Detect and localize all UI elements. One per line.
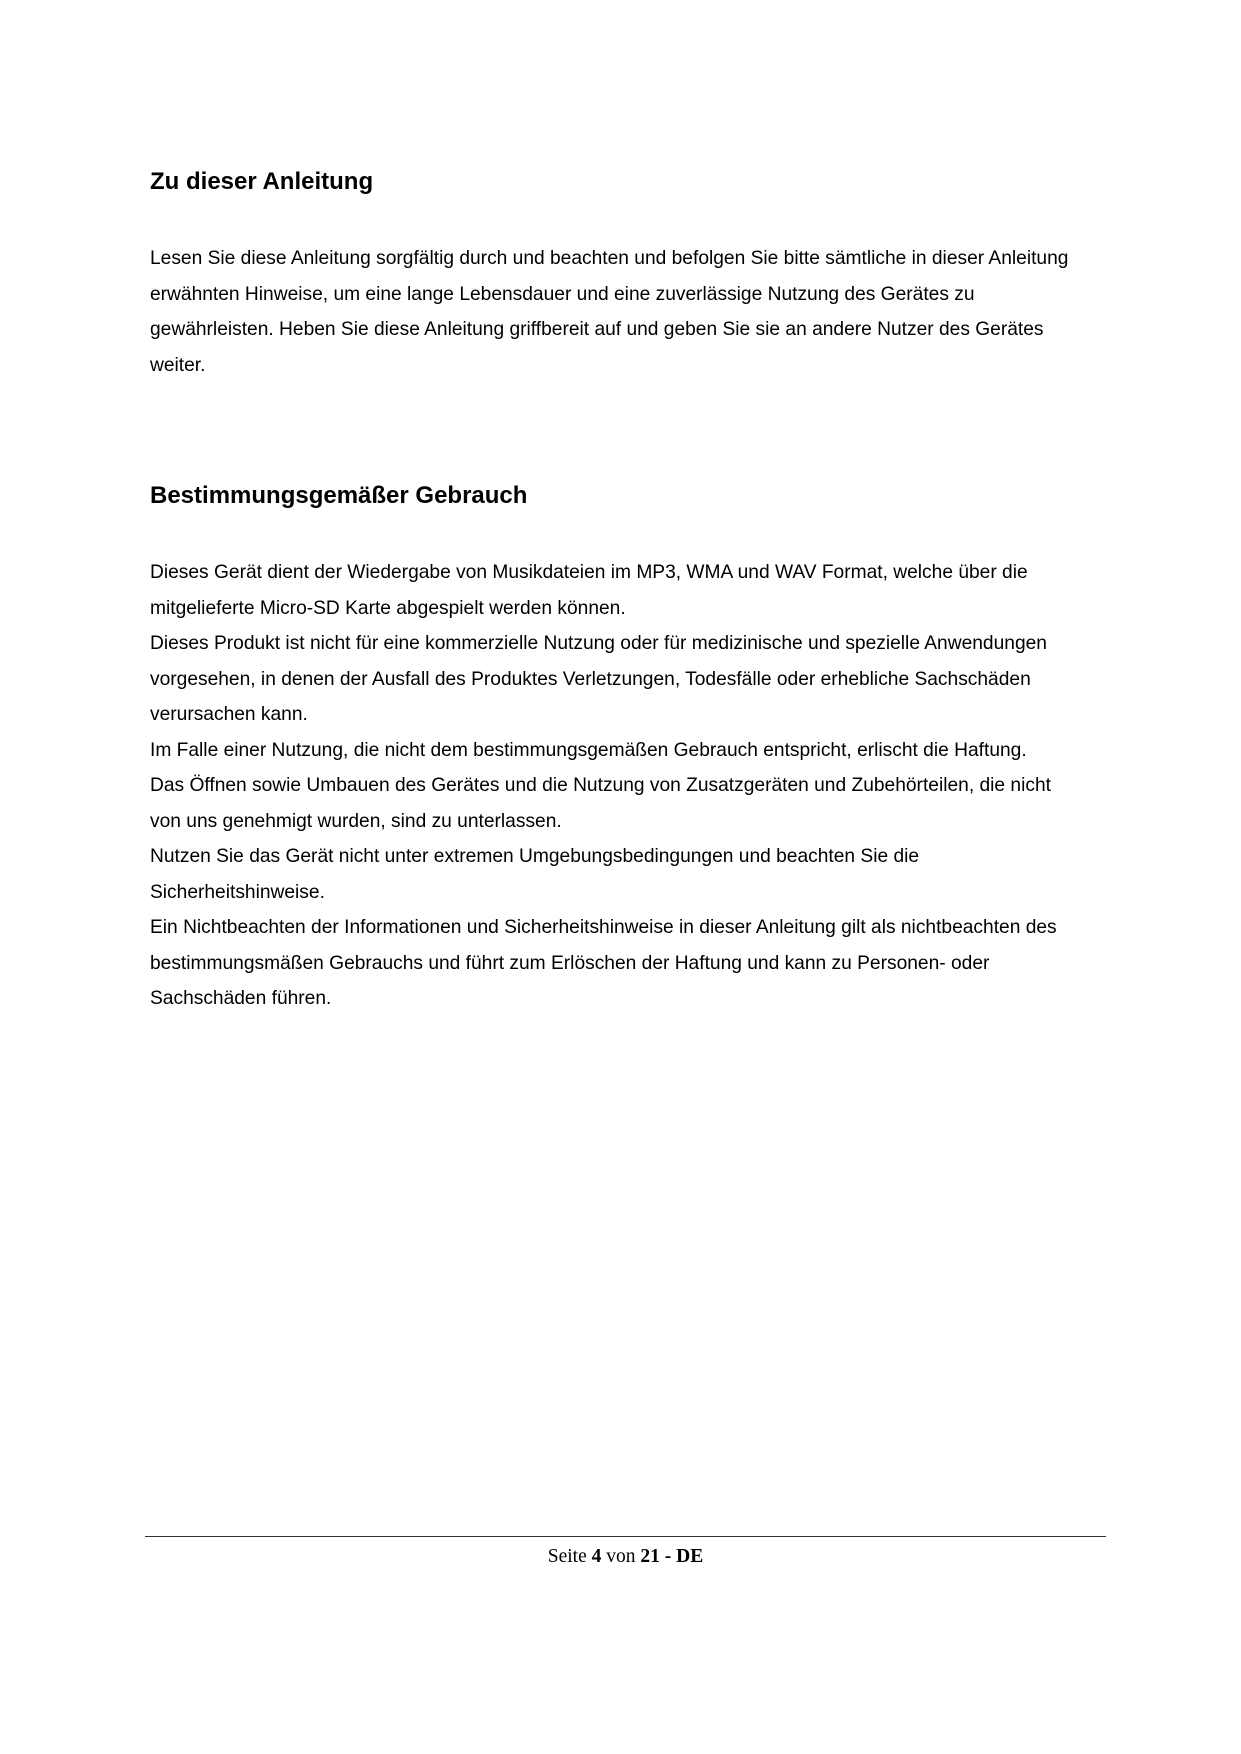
section-title-about-manual: Zu dieser Anleitung: [150, 168, 374, 195]
page-footer: [145, 1545, 1106, 1569]
footer-language: DE: [676, 1546, 704, 1567]
footer-dash: -: [664, 1546, 672, 1567]
text-line: erwähnten Hinweise, um eine lange Lebensdauer und eine zuverlässige Nutzung des Gerätes zu: [150, 283, 975, 305]
section-body-about-manual: [150, 241, 1110, 383]
text-line: Das Öffnen sowie Umbauen des Gerätes und die Nutzung von Zusatzgeräten und Zubehörteilen, die nicht: [150, 775, 1051, 796]
text-line: Lesen Sie diese Anleitung sorgfältig durch und beachten und befolgen Sie bitte sämtliche in dieser Anleitung: [150, 248, 1069, 269]
text-line: Dieses Gerät dient der Wiedergabe von Musikdateien im MP3, WMA und WAV Format, welche über die: [150, 562, 1028, 583]
text-line: Sachschäden führen.: [150, 988, 332, 1009]
text-line: weiter.: [150, 354, 206, 376]
footer-separator: von: [606, 1546, 636, 1567]
footer-page-number: 4: [591, 1546, 602, 1567]
footer-divider: [145, 1536, 1106, 1537]
text-line: Sicherheitshinweise.: [150, 881, 325, 903]
section-body-intended-use: [150, 555, 1110, 1017]
text-line: Dieses Produkt ist nicht für eine kommerzielle Nutzung oder für medizinische und spezielle Anwendungen: [150, 633, 1047, 654]
text-line: Nutzen Sie das Gerät nicht unter extremen Umgebungsbedingungen und beachten Sie die: [150, 846, 920, 867]
section-title-intended-use: Bestimmungsgemäßer Gebrauch: [150, 482, 528, 509]
text-line: verursachen kann.: [150, 704, 308, 725]
text-line: gewährleisten. Heben Sie diese Anleitung griffbereit auf und geben Sie sie an andere Nutzer des Gerätes: [150, 319, 1044, 340]
text-line: von uns genehmigt wurden, sind zu unterlassen.: [150, 810, 562, 832]
text-line: mitgelieferte Micro-SD Karte abgespielt werden können.: [150, 597, 626, 619]
text-line: bestimmungsmäßen Gebrauchs und führt zum Erlöschen der Haftung und kann zu Personen- oder: [150, 952, 990, 974]
footer-prefix: Seite: [547, 1546, 587, 1567]
text-line: Ein Nichtbeachten der Informationen und Sicherheitshinweise in dieser Anleitung gilt als nichtbeachten des: [150, 917, 1057, 938]
text-line: vorgesehen, in denen der Ausfall des Produktes Verletzungen, Todesfälle oder erhebliche Sachschäden: [150, 668, 1031, 690]
text-line: Im Falle einer Nutzung, die nicht dem bestimmungsgemäßen Gebrauch entspricht, erlischt die Haftung.: [150, 739, 1027, 761]
footer-total-pages: 21: [640, 1546, 660, 1567]
